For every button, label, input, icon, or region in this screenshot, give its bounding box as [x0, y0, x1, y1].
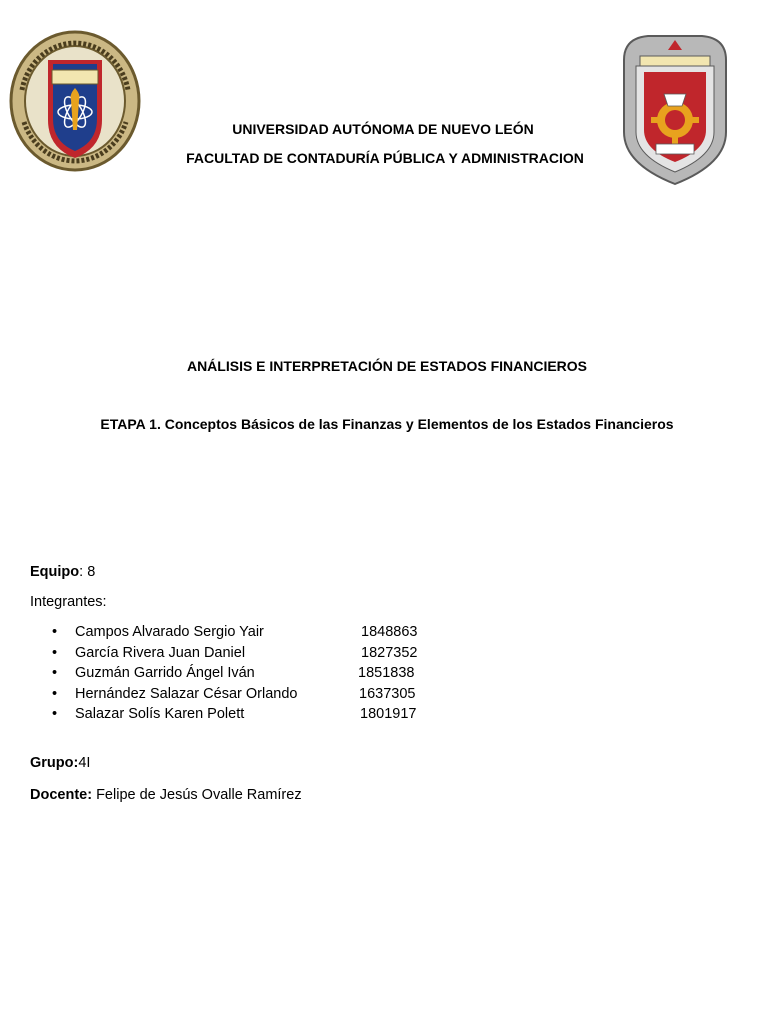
- member-name: Campos Alvarado Sergio Yair: [75, 624, 264, 640]
- university-name: UNIVERSIDAD AUTÓNOMA DE NUEVO LEÓN: [232, 121, 534, 137]
- group-label: Grupo:: [30, 755, 79, 771]
- bullet-icon: •: [52, 665, 58, 681]
- teacher-name: Felipe de Jesús Ovalle Ramírez: [92, 787, 302, 803]
- member-name: Salazar Solís Karen Polett: [75, 706, 245, 722]
- member-id: 1637305: [359, 685, 416, 702]
- stage-title: ETAPA 1. Conceptos Básicos de las Finanzas y Elementos de los Estados Financieros: [100, 416, 674, 432]
- member-id: 1848863: [361, 624, 418, 640]
- teacher-line: [30, 786, 302, 804]
- member-name: García Rivera Juan Daniel: [75, 644, 246, 661]
- faculty-name: FACULTAD DE CONTADURÍA PÚBLICA Y ADMINISTRACION: [186, 150, 584, 166]
- teacher-label: Docente:: [30, 787, 93, 803]
- group-value: 4I: [78, 755, 91, 771]
- group-line: [30, 754, 90, 772]
- bullet-icon: •: [52, 685, 58, 702]
- course-title: ANÁLISIS E INTERPRETACIÓN DE ESTADOS FINANCIEROS: [186, 358, 588, 374]
- bullet-icon: •: [52, 624, 58, 640]
- member-name: Guzmán Garrido Ángel Iván: [75, 665, 255, 681]
- member-id: 1827352: [361, 644, 418, 661]
- member-id: 1801917: [360, 706, 417, 722]
- bullet-icon: •: [52, 644, 58, 661]
- team-number-line: [30, 563, 95, 581]
- bullet-icon: •: [52, 706, 58, 722]
- member-name: Hernández Salazar César Orlando: [75, 685, 298, 702]
- members-label: Integrantes:: [30, 594, 107, 610]
- team-number: : 8: [79, 564, 96, 580]
- team-label: Equipo: [30, 564, 80, 580]
- member-id: 1851838: [358, 665, 415, 681]
